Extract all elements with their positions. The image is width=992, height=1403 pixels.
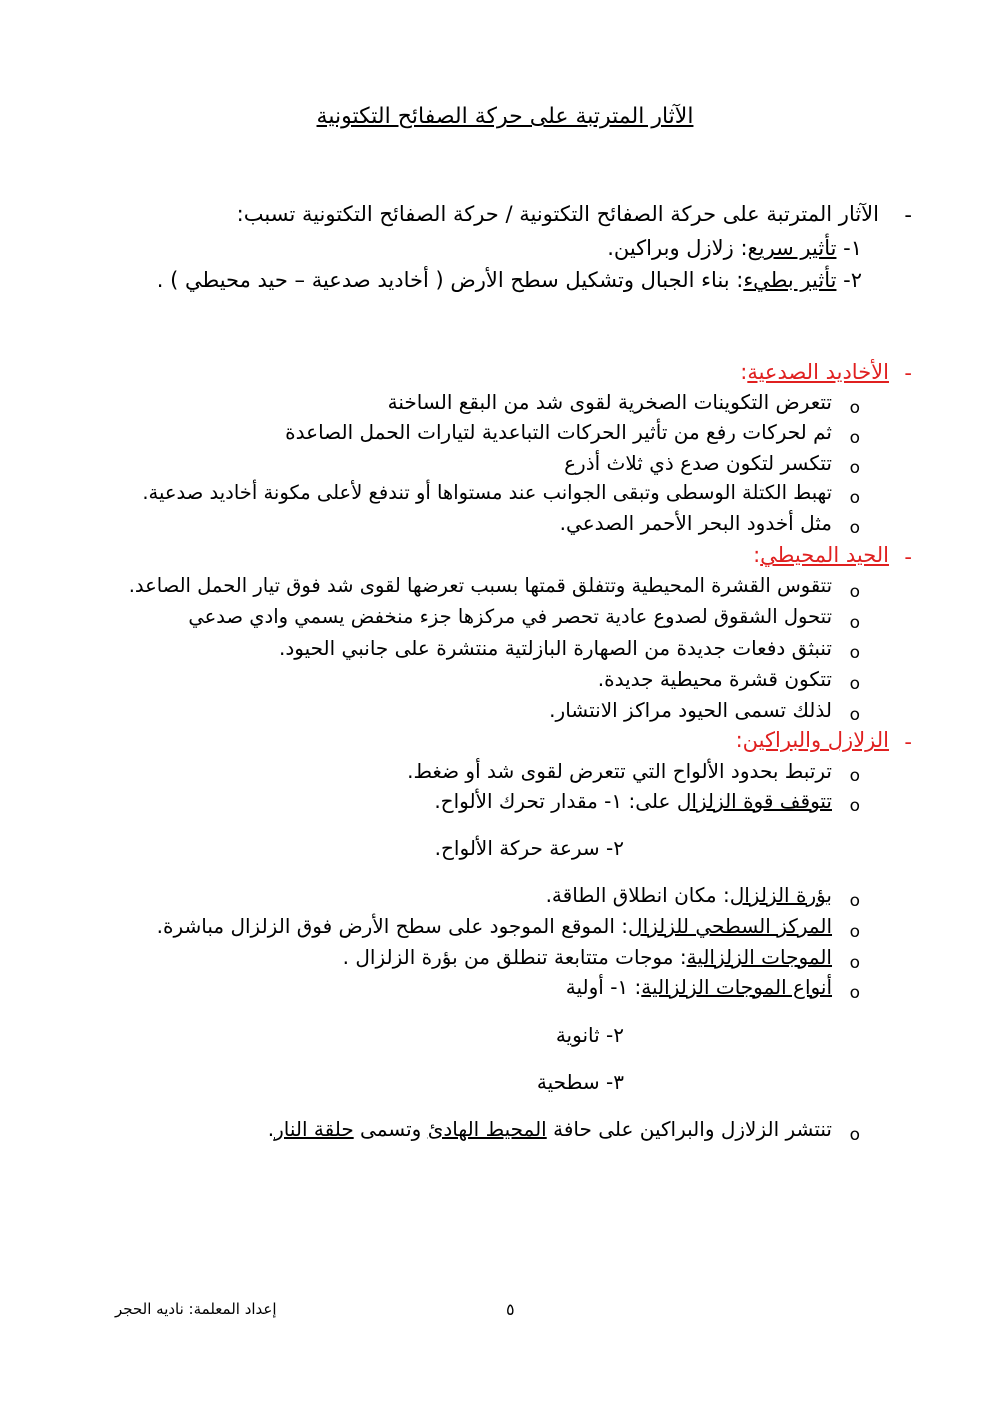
page-title: الآثار المترتبة على حركة الصفائح التكتونية bbox=[316, 104, 694, 129]
list-item: الموجات الزلزالية: موجات متتابعة تنطلق من بؤرة الزلزال . bbox=[342, 945, 832, 969]
ring-of-fire-label: حلقة النار bbox=[274, 1117, 354, 1141]
bullet-icon: o bbox=[849, 705, 860, 725]
bullet-icon: o bbox=[849, 582, 860, 602]
slow-num: ٢- bbox=[836, 268, 862, 292]
rift-heading: الأخاديد الصدعية: bbox=[740, 360, 889, 384]
bullet-icon: o bbox=[849, 953, 860, 973]
bullet-icon: o bbox=[849, 458, 860, 478]
dash-marker: - bbox=[904, 730, 912, 754]
epicenter-label: المركز السطحي للزلزال bbox=[628, 914, 832, 938]
list-item: تتكسر لتكون صدع ذي ثلاث أذرع bbox=[564, 451, 832, 475]
fast-label: تأثير سريع bbox=[747, 236, 837, 260]
list-item: تتوقف قوة الزلزال على: ١- مقدار تحرك الألواح. bbox=[434, 789, 832, 813]
ridge-heading: الحيد المحيطي: bbox=[753, 543, 889, 567]
rift-heading-text: الأخاديد الصدعية bbox=[747, 360, 889, 384]
dash-marker: - bbox=[904, 545, 912, 569]
fast-text: : زلازل وبراكين. bbox=[607, 236, 748, 260]
quakes-heading: الزلازل والبراكين: bbox=[735, 728, 889, 752]
list-item: تتقوس القشرة المحيطية وتتفلق قمتها بسبب تعرضها لقوى شد فوق تيار الحمل الصاعد. bbox=[128, 574, 832, 597]
bullet-icon: o bbox=[849, 766, 860, 786]
intro-heading: الآثار المترتبة على حركة الصفائح التكتونية / حركة الصفائح التكتونية تسبب: bbox=[236, 202, 879, 226]
list-item: ثم لحركات رفع من تأثير الحركات التباعدية لتيارات الحمل الصاعدة bbox=[285, 420, 832, 444]
list-item: أنواع الموجات الزلزالية: ١- أولية bbox=[565, 975, 832, 999]
fast-num: ١- bbox=[836, 236, 862, 260]
bullet-icon: o bbox=[849, 1125, 860, 1145]
bullet-icon: o bbox=[849, 891, 860, 911]
list-item: بؤرة الزلزال: مكان انطلاق الطاقة. bbox=[545, 883, 832, 907]
list-item: ترتبط بحدود الألواح التي تتعرض لقوى شد أو ضغط. bbox=[407, 759, 832, 783]
strength-sub: ٢- سرعة حركة الألواح. bbox=[434, 836, 624, 860]
list-item: لذلك تسمى الحيود مراكز الانتشار. bbox=[549, 698, 832, 722]
focus-label: بؤرة الزلزال bbox=[729, 883, 832, 907]
footer-author: إعداد المعلمة: ناديه الحجر bbox=[115, 1300, 277, 1318]
fast-effect bbox=[607, 236, 862, 260]
bullet-icon: o bbox=[849, 674, 860, 694]
bullet-icon: o bbox=[849, 428, 860, 448]
list-item: المركز السطحي للزلزال: الموقع الموجود على سطح الأرض فوق الزلزال مباشرة. bbox=[156, 914, 832, 938]
quakes-heading-text: الزلازل والبراكين bbox=[742, 728, 889, 752]
bullet-icon: o bbox=[849, 796, 860, 816]
list-item: تتكون قشرة محيطية جديدة. bbox=[597, 667, 832, 691]
pacific-ocean-label: المحيط الهادئ bbox=[427, 1117, 547, 1141]
bullet-icon: o bbox=[849, 643, 860, 663]
slow-label: تأثير بطيء bbox=[743, 268, 837, 292]
list-item: تنبثق دفعات جديدة من الصهارة البازلتية منتشرة على جانبي الحيود. bbox=[279, 636, 832, 660]
wave-type-3: ٣- سطحية bbox=[536, 1070, 624, 1094]
strength-label: تتوقف قوة الزلزال bbox=[676, 789, 832, 813]
list-item: تتعرض التكوينات الصخرية لقوى شد من البقع الساخنة bbox=[387, 390, 832, 414]
list-item: تهبط الكتلة الوسطى وتبقى الجوانب عند مستواها أو تندفع لأعلى مكونة أخاديد صدعية. bbox=[142, 481, 832, 504]
wave-type-2: ٢- ثانوية bbox=[555, 1023, 624, 1047]
list-item: تنتشر الزلازل والبراكين على حافة المحيط الهادئ وتسمى حلقة النار. bbox=[267, 1117, 832, 1141]
bullet-icon: o bbox=[849, 488, 860, 508]
page-number: ٥ bbox=[506, 1300, 515, 1319]
slow-effect bbox=[157, 268, 862, 292]
bullet-icon: o bbox=[849, 398, 860, 418]
dash-marker: - bbox=[904, 203, 912, 227]
list-item: تتحول الشقوق لصدوع عادية تحصر في مركزها جزء منخفض يسمي وادي صدعي bbox=[188, 605, 832, 628]
bullet-icon: o bbox=[849, 983, 860, 1003]
types-label: أنواع الموجات الزلزالية bbox=[641, 975, 832, 999]
list-item: مثل أخدود البحر الأحمر الصدعي. bbox=[559, 511, 832, 535]
waves-label: الموجات الزلزالية bbox=[686, 945, 832, 969]
slow-text: : بناء الجبال وتشكيل سطح الأرض ( أخاديد صدعية – حيد محيطي ) . bbox=[156, 268, 744, 292]
ridge-heading-text: الحيد المحيطي bbox=[760, 543, 889, 567]
bullet-icon: o bbox=[849, 613, 860, 633]
bullet-icon: o bbox=[849, 922, 860, 942]
bullet-icon: o bbox=[849, 518, 860, 538]
dash-marker: - bbox=[904, 361, 912, 385]
